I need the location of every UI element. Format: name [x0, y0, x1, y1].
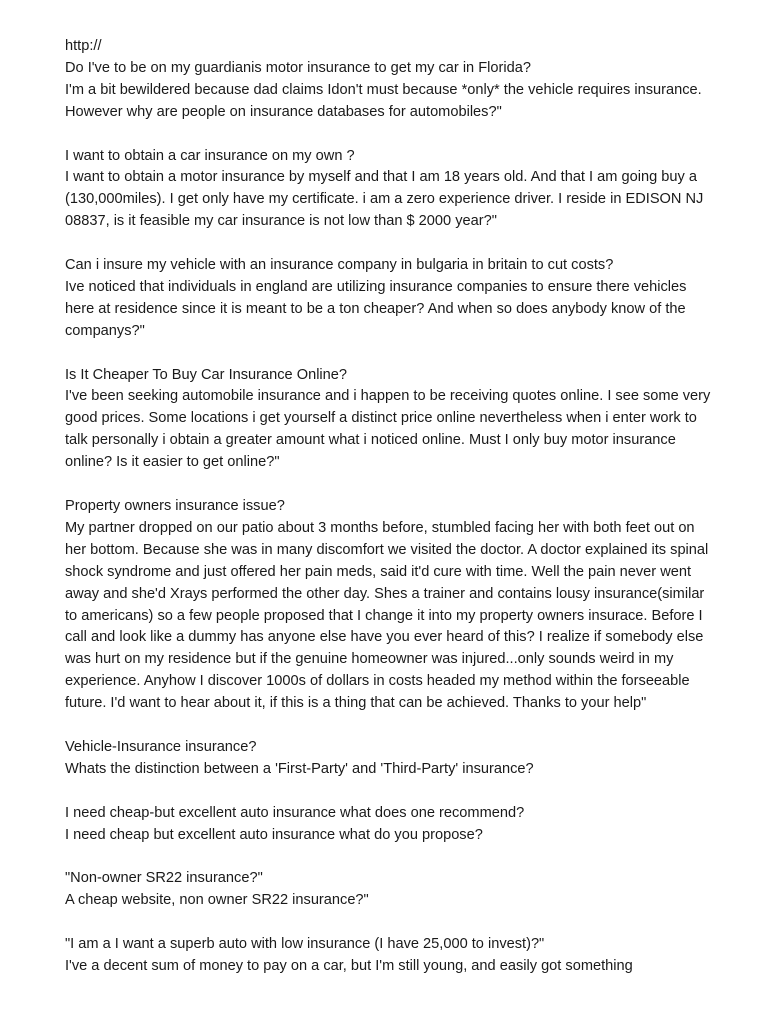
- qa-block-1: [65, 58, 715, 124]
- qa-block-8: [65, 868, 715, 912]
- question-body: I want to obtain a motor insurance by myself and that I am 18 years old. And that I am going buy a (130,000miles). I get only have my certificate. i am a zero experience driver. I reside in EDISON NJ 08837, is it feasible my car insurance is not low than $ 2000 year?": [65, 169, 704, 230]
- qa-block-2: [65, 146, 715, 234]
- document-page: [65, 36, 715, 1000]
- qa-block-5: [65, 496, 715, 715]
- question-body: I've a decent sum of money to pay on a car, but I'm still young, and easily got something: [65, 957, 633, 974]
- header-line: http://: [65, 38, 102, 54]
- qa-block-6: [65, 737, 715, 781]
- question-title: Vehicle-Insurance insurance?: [65, 738, 257, 755]
- qa-block-4: [65, 365, 715, 475]
- question-body: I've been seeking automobile insurance and i happen to be receiving quotes online. I see some very good prices. Some locations i get yourself a distinct price online nevertheless when i enter work to talk personally i obtain a greater amount what i noticed online. Must I only buy motor insurance online? Is it easier to get online?": [65, 388, 711, 471]
- question-title: Property owners insurance issue?: [65, 497, 285, 514]
- question-body: I'm a bit bewildered because dad claims Idon't must because *only* the vehicle requires insurance. However why are people on insurance databases for automobiles?": [65, 81, 702, 120]
- qa-block-9: [65, 934, 715, 978]
- question-title: "Non-owner SR22 insurance?": [65, 870, 263, 887]
- qa-block-7: [65, 803, 715, 847]
- question-title: Do I've to be on my guardianis motor insurance to get my car in Florida?: [65, 59, 531, 76]
- question-title: I need cheap-but excellent auto insurance what does one recommend?: [65, 804, 525, 821]
- question-title: Is It Cheaper To Buy Car Insurance Online?: [65, 366, 348, 383]
- question-body: I need cheap but excellent auto insurance what do you propose?: [65, 826, 483, 843]
- qa-block-3: [65, 255, 715, 343]
- question-body: My partner dropped on our patio about 3 months before, stumbled facing her with both feet out on her bottom. Because she was in many discomfort we visited the doctor. A doctor explained its spinal shock syndrome and just offered her pain meds, said it'd cure with time. Well the pain never went away and she'd Xrays performed the other day. Shes a trainer and contains lousy insurance(similar to americans) so a few people proposed that I change it into my property owners insurace. Before I call and look like a dummy has anyone else have you ever heard of this? I realize if somebody else was hurt on my residence but if the genuine homeowner was injured...only sounds weird in my experience. Anyhow I discover 1000s of dollars in costs headed my method within the forseeable future. I'd want to hear about it, if this is a thing that can be achieved. Thanks to your help": [65, 519, 709, 712]
- question-title: "I am a I want a superb auto with low insurance (I have 25,000 to invest)?": [65, 936, 545, 953]
- question-title: Can i insure my vehicle with an insurance company in bulgaria in britain to cut costs?: [65, 257, 614, 274]
- question-body: Ive noticed that individuals in england are utilizing insurance companies to ensure there vehicles here at residence since it is meant to be a ton cheaper? And when so does anybody know of the companys?": [65, 278, 687, 339]
- question-body: Whats the distinction between a 'First-Party' and 'Third-Party' insurance?: [65, 760, 534, 777]
- question-title: I want to obtain a car insurance on my own ?: [65, 147, 355, 164]
- question-body: A cheap website, non owner SR22 insurance?": [65, 892, 369, 909]
